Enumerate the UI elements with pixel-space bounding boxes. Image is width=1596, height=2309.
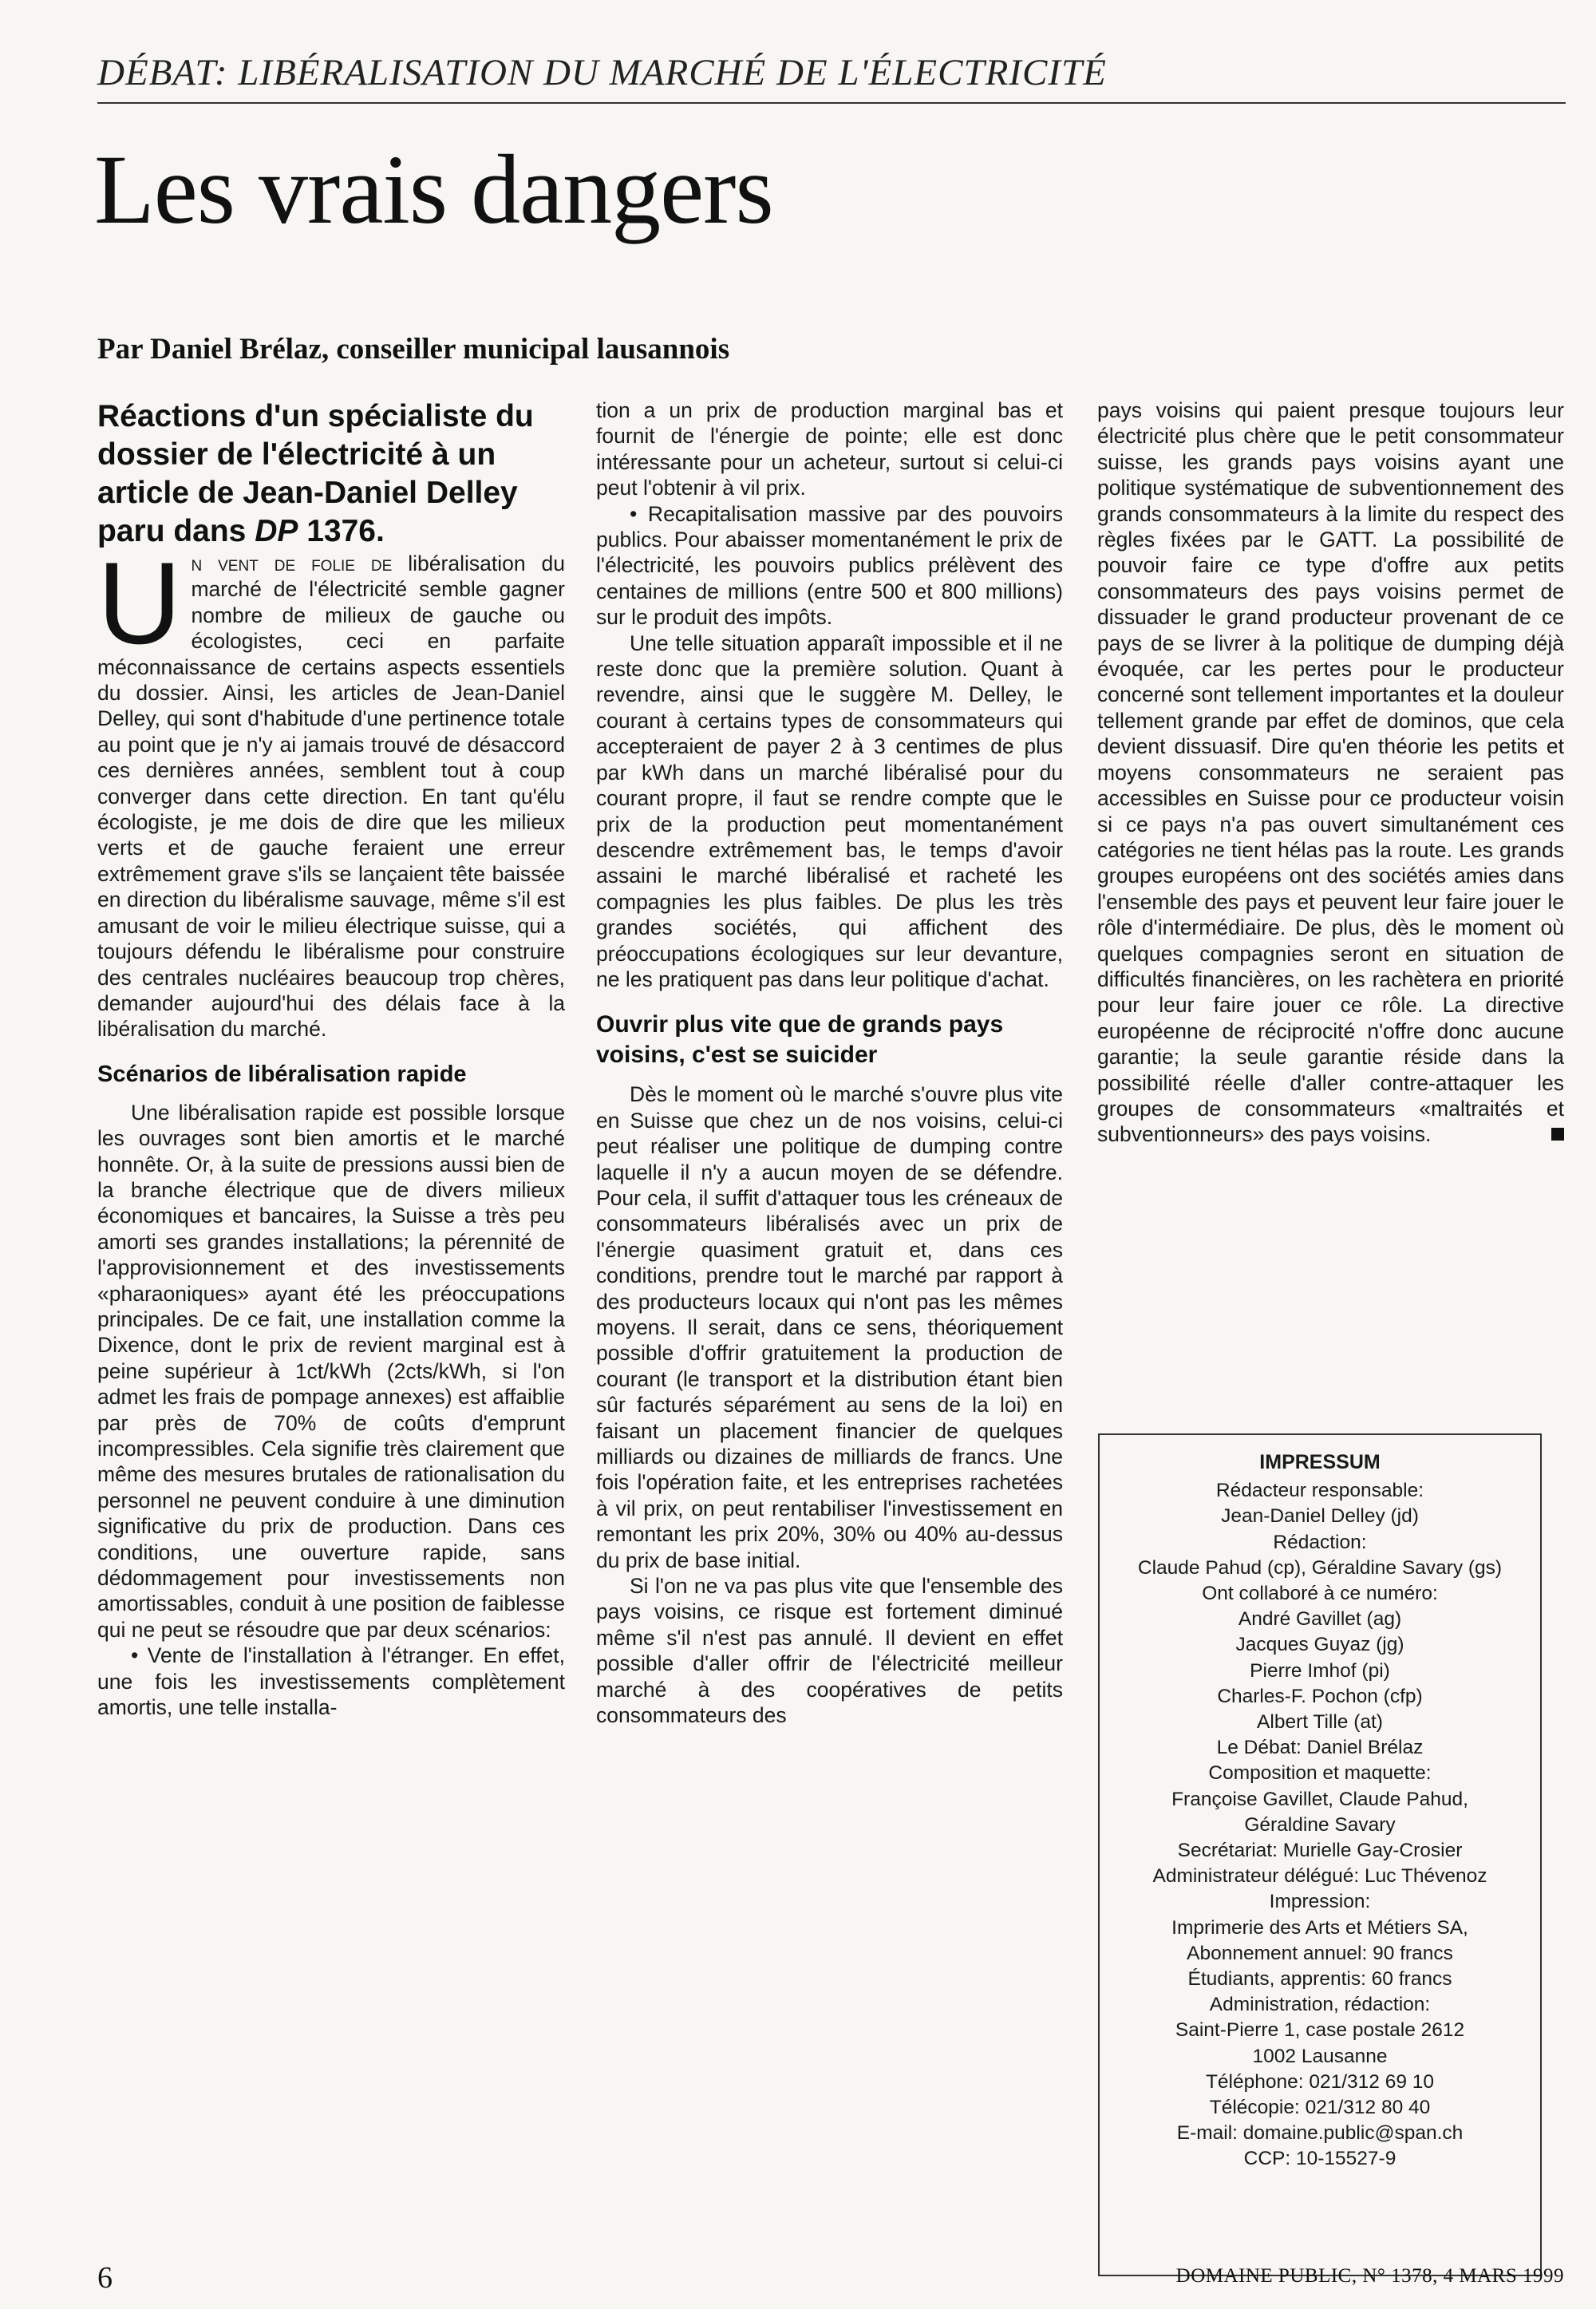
lead-publication-abbrev: DP (255, 514, 298, 548)
impressum-line: Françoise Gavillet, Claude Pahud, (1171, 1788, 1468, 1810)
impressum-line: Composition et maquette: (1208, 1762, 1432, 1785)
subheading-scenarios: Scénarios de libéralisation rapide (97, 1061, 467, 1087)
article-column-1 (97, 397, 565, 1720)
impressum-line: Claude Pahud (cp), Géraldine Savary (gs) (1137, 1556, 1503, 1579)
page-number: 6 (97, 2261, 113, 2295)
impressum-line: Administration, rédaction: (1209, 1994, 1431, 2016)
paragraph: Une libéralisation rapide est possible lorsque les ouvrages sont bien amortis et le marché honnête. Or, à la suite de pressions aussi bien de la branche électrique que de divers milieux économiques et bancaires, la Suisse a très peu amorti ses grandes installations; la pérennité de l'approvisionnement et des investissements «pharaoniques» ayant été les préoccupations principales. De ce fait, une installation comme la Dixence, dont le prix de revient marginal est à peine supérieur à 1ct/kWh (2cts/kWh, si l'on admet les frais de pompage annexes) est affaiblie par près de 70% de coûts d'emprunt incompressibles. Cela signifie très clairement que même des mesures brutales de rationalisation du personnel ne peuvent conduire à une diminution significative du prix de production. Dans ces conditions, une ouverture rapide, sans dédommagement pour investissements non amortissables, conduit à une position de faiblesse qui ne peut se résoudre que par deux scénarios: (97, 1100, 565, 1642)
impressum-line: Pierre Imhof (pi) (1250, 1659, 1390, 1682)
paragraph: Une telle situation apparaît impossible et il ne reste donc que la première solution. Quant à revendre, ainsi que le suggère M. Delley, le courant à certains types de consommateurs qui accepteraient de payer 2 à 3 centimes de plus par kWh dans un marché libéralisé pour du courant propre, il faut se rendre compte que le prix de la production peut momentanément descendre extrêmement bas, le temps d'avoir assaini le marché libéralisé et racheté les compagnies les plus faibles. De plus les très grandes sociétés, qui affichent des préoccupations écologiques sur leur devanture, ne les pratiquent pas dans leur politique d'achat. (596, 631, 1063, 991)
impressum-line: Téléphone: 021/312 69 10 (1205, 2070, 1435, 2093)
paragraph-text: pays voisins qui paient presque toujours leur électricité plus chère que le petit consommateur suisse, les grands pays voisins ayant une politique systématique de subventionnement des grands consommateurs à la limite du respect des règles fixées par le GATT. La possibilité de pouvoir faire ce type d'offre aux petits consommateurs des pays voisins permet de dissuader le grand producteur provenant de ce pays de se livrer à la politique de dumping déjà évoquée, car les pertes pour le producteur concerné sont tellement importantes et la douleur tellement grande par effet de dominos, que cela devient dissuasif. Dire qu'en théorie les petits et moyens consommateurs ne seraient pas accessibles en Suisse pour ce producteur voisin si ce pays n'a pas ouvert simultanément ces catégories ne tient hélas pas la route. Les grands groupes européens ont des sociétés amies dans l'ensemble des pays et peuvent leur faire jouer le rôle d'intermédiaire. De plus, dès le moment où quelques compagnies seront en situation de difficultés financières, on les rachètera en priorité pour leur faire jouer ce rôle. La directive européenne de réciprocité n'offre donc aucune garantie; la seule garantie réside dans la possibilité réelle d'aller contre-attaquer les groupes de consommateurs «maltraités et subventionneurs» des pays voisins. (1097, 398, 1564, 1147)
impressum-line: Télécopie: 021/312 80 40 (1209, 2097, 1431, 2119)
impressum-line: CCP: 10-15527-9 (1243, 2148, 1396, 2170)
section-rubric: DÉBAT: LIBÉRALISATION DU MARCHÉ DE L'ÉLECTRICITÉ (97, 52, 1107, 93)
end-of-article-mark (1551, 1128, 1564, 1141)
impressum-line: Albert Tille (at) (1257, 1711, 1383, 1734)
article-headline: Les vrais dangers (94, 135, 773, 244)
impressum-line: Jean-Daniel Delley (jd) (1221, 1505, 1419, 1528)
paragraph-bullet: • Vente de l'installation à l'étranger. En effet, une fois les investissements complètement amortis, une telle installa- (97, 1643, 565, 1720)
article-column-3 (1097, 397, 1564, 1148)
impressum-line: Ont collaboré à ce numéro: (1202, 1583, 1438, 1605)
opening-smallcaps: n vent de folie de (191, 552, 393, 575)
paragraph-text: libéralisation du marché de l'électricité semble gagner nombre de milieux de gauche ou écologistes, ceci en parfaite méconnaissance de certains aspects essentiels du dossier. Ainsi, les articles de Jean-Daniel Delley, qui sont d'habitude d'une pertinence totale au point que je n'y ai jamais trouvé de désaccord ces dernières années, semblent tout à coup converger dans cette direction. En tant qu'élu écologiste, je me dois de dire que les milieux verts et de gauche feraient une erreur extrêmement grave s'ils se lançaient tête baissée en direction du libéralisme sauvage, même s'il est amusant de voir le milieu électrique suisse, qui a toujours défendu le libéralisme pour construire des centrales nucléaires beaucoup trop chères, demander aujourd'hui des délais face à la libéralisation du marché. (97, 552, 565, 1042)
paragraph: tion a un prix de production marginal bas et fournit de l'énergie de pointe; elle est donc intéressante pour un acheteur, surtout si celui-ci peut l'obtenir à vil prix. (596, 398, 1063, 500)
subheading-ouvrir: Ouvrir plus vite que de grands pays voisins, c'est se suicider (596, 1011, 1004, 1069)
rubric-divider (97, 102, 1566, 104)
impressum-line: 1002 Lausanne (1252, 2045, 1388, 2067)
impressum-line: Géraldine Savary (1244, 1813, 1396, 1836)
impressum-line: Secrétariat: Murielle Gay-Crosier (1177, 1840, 1463, 1862)
impressum-line: Rédacteur responsable: (1215, 1480, 1424, 1502)
impressum-line: Étudiants, apprentis: 60 francs (1187, 1968, 1452, 1991)
paragraph: Dès le moment où le marché s'ouvre plus vite en Suisse que chez un de nos voisins, celui-ci peut réaliser une politique de dumping contre laquelle il n'y a aucun moyen de se défendre. Pour cela, il suffit d'attaquer tous les créneaux de consommateurs libéralisés avec un prix de l'énergie quasiment gratuit et, dans ces conditions, prendre tout le marché par rapport à des producteurs locaux qui n'ont pas les mêmes moyens. Il serait, dans ce sens, théoriquement possible d'offrir gratuitement la production de courant (le transport et la distribution étant bien sûr facturés séparément au sens de la loi) en faisant un placement financier de quelques milliards ou dizaines de milliards de francs. Une fois l'opération faite, et les entreprises rachetées à vil prix, on peut rentabiliser l'investissement en remontant les prix 20%, 30% ou 40% au-dessus du prix de base initial. (596, 1082, 1063, 1572)
lead-text: Réactions d'un spécialiste du dossier de l'électricité à un article de Jean-Daniel Delley paru dans (97, 399, 534, 548)
impressum-line: E-mail: domaine.public@span.ch (1176, 2122, 1464, 2145)
opening-paragraph (97, 538, 565, 1042)
paragraph-bullet: • Recapitalisation massive par des pouvoirs publics. Pour abaisser momentanément le prix de l'électricité, les pouvoirs publics prélèvent des centaines de millions (entre 500 et 800 millions) sur le produit des impôts. (596, 501, 1063, 630)
impressum-line: Le Débat: Daniel Brélaz (1216, 1737, 1424, 1759)
impressum-line: Jacques Guyaz (jg) (1235, 1634, 1404, 1656)
publication-footer: DOMAINE PUBLIC, N° 1378, 4 MARS 1999 (1175, 2265, 1564, 2287)
impressum-line: Saint-Pierre 1, case postale 2612 (1175, 2019, 1465, 2042)
impressum-line: Charles-F. Pochon (cfp) (1217, 1685, 1423, 1707)
impressum-line: Rédaction: (1273, 1531, 1367, 1553)
impressum-line: Abonnement annuel: 90 francs (1187, 1942, 1453, 1964)
lead-issue-number: 1376. (298, 514, 385, 548)
drop-cap: U (97, 538, 182, 668)
paragraph: Si l'on ne va pas plus vite que l'ensemble des pays voisins, ce risque est fortement diminué même s'il n'est pas annulé. Il devient en effet possible d'aller offrir de l'électricité meilleur marché à des coopératives de petits consommateurs des (596, 1574, 1063, 1728)
article-column-2 (596, 397, 1063, 1729)
paragraph-final (1097, 397, 1564, 1148)
article-lead (97, 397, 565, 551)
impressum-line: Administrateur délégué: Luc Thévenoz (1152, 1865, 1487, 1888)
impressum-line: Imprimerie des Arts et Métiers SA, (1171, 1916, 1468, 1939)
impressum-line: André Gavillet (ag) (1238, 1608, 1402, 1631)
impressum-title: IMPRESSUM (1259, 1451, 1381, 1473)
article-byline: Par Daniel Brélaz, conseiller municipal lausannois (97, 333, 730, 366)
impressum-line: Impression: (1269, 1891, 1371, 1913)
impressum-box (1098, 1433, 1542, 2276)
